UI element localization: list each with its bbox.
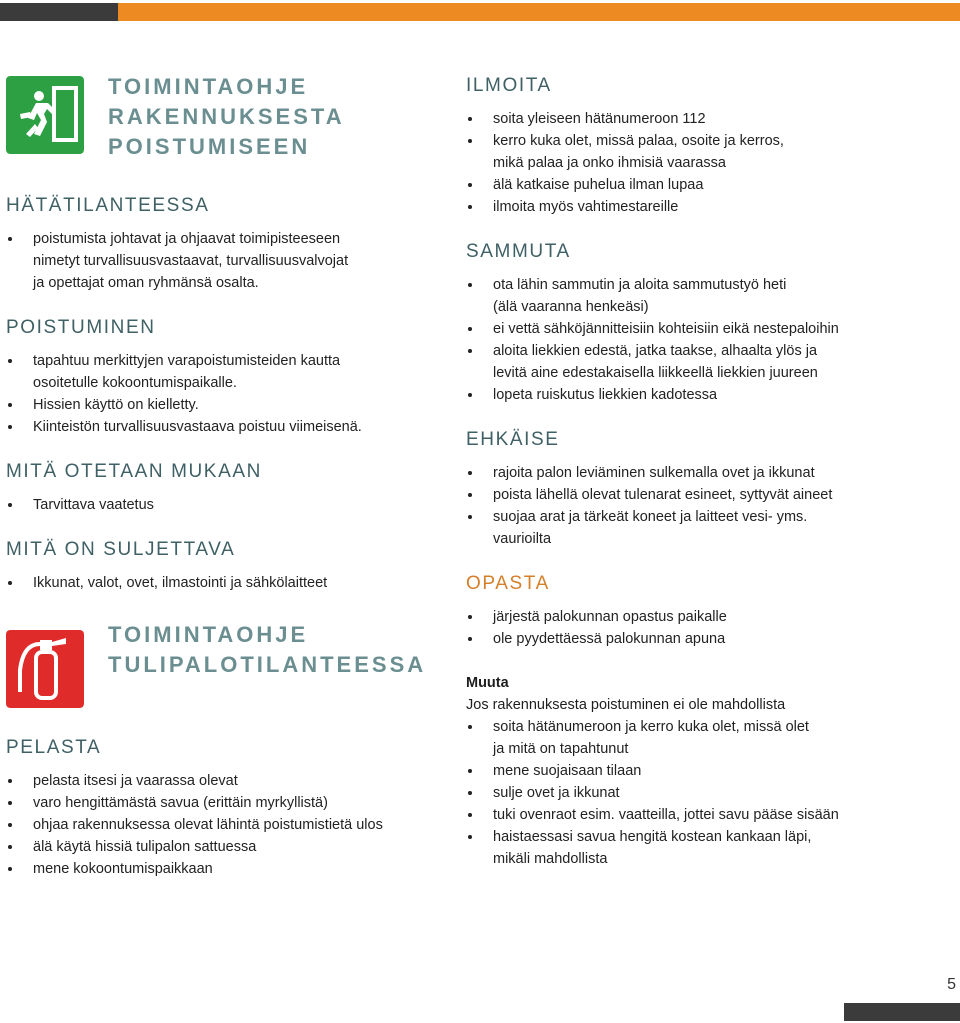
section: [6, 538, 446, 594]
section-heading: ILMOITA: [466, 75, 552, 96]
list-item: [6, 770, 446, 792]
list-item: [466, 782, 946, 804]
list-item-line: Hissien käyttö on kielletty.: [33, 397, 199, 413]
list-item-line: lopeta ruiskutus liekkien kadotessa: [493, 387, 718, 403]
list-item: [6, 350, 446, 394]
right-sections: [466, 74, 946, 650]
bullet-list: [6, 572, 446, 594]
list-item-line: ja mitä on tapahtunut: [493, 741, 629, 757]
title-line: TULIPALOTILANTEESSA: [108, 652, 427, 677]
list-item-line: ota lähin sammutin ja aloita sammutustyö heti: [493, 277, 787, 293]
list-item-line: älä käytä hissiä tulipalon sattuessa: [33, 839, 257, 855]
list-item: [466, 628, 946, 650]
evacuation-sections: [6, 194, 446, 594]
left-column: [6, 60, 446, 902]
header-bar-dark: [0, 3, 118, 21]
list-item: [6, 836, 446, 858]
list-item-line: Ikkunat, valot, ovet, ilmastointi ja sähkölaitteet: [33, 575, 328, 591]
section-heading: SAMMUTA: [466, 241, 571, 262]
list-item-line: ja opettajat oman ryhmänsä osalta.: [33, 275, 259, 291]
list-item-line: sulje ovet ja ikkunat: [493, 785, 620, 801]
section-heading: MITÄ OTETAAN MUKAAN: [6, 461, 262, 482]
bullet-list: [466, 606, 946, 650]
section-heading: POISTUMINEN: [6, 317, 156, 338]
list-item: [466, 716, 946, 760]
section-heading: PELASTA: [6, 737, 102, 758]
bullet-list: [6, 494, 446, 516]
title-line: TOIMINTAOHJE: [108, 74, 309, 99]
header-bar-orange: [118, 3, 960, 21]
list-item-line: aloita liekkien edestä, jatka taakse, alhaalta ylös ja: [493, 343, 818, 359]
list-item-line: (älä vaaranna henkeäsi): [493, 299, 649, 315]
section-heading: MITÄ ON SULJETTAVA: [6, 539, 236, 560]
list-item: [466, 484, 946, 506]
list-item-line: osoitetulle kokoontumispaikalle.: [33, 375, 237, 391]
list-item-line: järjestä palokunnan opastus paikalle: [493, 609, 727, 625]
bullet-list: [466, 274, 946, 406]
list-item-line: ohjaa rakennuksessa olevat lähintä poistumistietä ulos: [33, 817, 383, 833]
list-item-line: ole pyydettäessä palokunnan apuna: [493, 631, 726, 647]
list-item-line: varo hengittämästä savua (erittäin myrkyllistä): [33, 795, 328, 811]
list-item: [466, 340, 946, 384]
list-item: [466, 760, 946, 782]
section: [466, 240, 946, 406]
list-item: [466, 174, 946, 196]
list-item: [466, 462, 946, 484]
evacuation-title: [108, 72, 345, 162]
footer-bar: [844, 1003, 960, 1021]
list-item: [6, 814, 446, 836]
list-item: [466, 506, 946, 550]
page-number: 5: [947, 976, 956, 993]
list-item: [6, 494, 446, 516]
list-item: [6, 416, 446, 438]
section: [466, 572, 946, 650]
list-item: [6, 228, 446, 294]
list-item-line: levitä aine edestakaisella liikkeellä liekkien juureen: [493, 365, 818, 381]
section: [6, 316, 446, 438]
bullet-list: [6, 350, 446, 438]
section-heading: EHKÄISE: [466, 429, 560, 450]
section: [6, 194, 446, 294]
bullet-list: [466, 462, 946, 550]
list-item: [6, 394, 446, 416]
right-column: [466, 60, 946, 892]
list-item-line: älä katkaise puhelua ilman lupaa: [493, 177, 704, 193]
title-line: POISTUMISEEN: [108, 134, 311, 159]
muuta-intro: Jos rakennuksesta poistuminen ei ole mahdollista: [466, 697, 786, 713]
list-item-line: poistumista johtavat ja ohjaavat toimipisteeseen: [33, 231, 341, 247]
list-item: [466, 826, 946, 870]
list-item: [466, 108, 946, 130]
list-item: [6, 858, 446, 880]
list-item-line: Kiinteistön turvallisuusvastaava poistuu viimeisenä.: [33, 419, 362, 435]
list-item-line: Tarvittava vaatetus: [33, 497, 154, 513]
section: [6, 736, 446, 880]
fire-sections: [6, 736, 446, 880]
list-item-line: ei vettä sähköjännitteisiin kohteisiin eikä nestepaloihin: [493, 321, 839, 337]
list-item-line: mikä palaa ja onko ihmisiä vaarassa: [493, 155, 726, 171]
list-item: [466, 274, 946, 318]
section: [466, 74, 946, 218]
list-item-line: soita hätänumeroon ja kerro kuka olet, missä olet: [493, 719, 809, 735]
list-item: [466, 196, 946, 218]
list-item: [466, 606, 946, 628]
list-item-line: soita yleiseen hätänumeroon 112: [493, 111, 706, 127]
list-item-line: poista lähellä olevat tulenarat esineet, syttyvät aineet: [493, 487, 833, 503]
section: [6, 460, 446, 516]
list-item-line: nimetyt turvallisuusvastaavat, turvallisuusvalvojat: [33, 253, 349, 269]
list-item-line: vaurioilta: [493, 531, 552, 547]
list-item: [6, 572, 446, 594]
muuta-list: [466, 716, 946, 870]
title-line: RAKENNUKSESTA: [108, 104, 345, 129]
list-item-line: tuki ovenraot esim. vaatteilla, jottei savu pääse sisään: [493, 807, 839, 823]
bullet-list: [466, 108, 946, 218]
list-item: [466, 384, 946, 406]
list-item-line: tapahtuu merkittyjen varapoistumisteiden kautta: [33, 353, 341, 369]
list-item-line: pelasta itsesi ja vaarassa olevat: [33, 773, 238, 789]
list-item-line: mene kokoontumispaikkaan: [33, 861, 213, 877]
section: [466, 428, 946, 550]
list-item-line: rajoita palon leviäminen sulkemalla ovet ja ikkunat: [493, 465, 815, 481]
emergency-exit-icon: [6, 76, 84, 154]
list-item: [466, 130, 946, 174]
list-item-line: haistaessasi savua hengitä kostean kankaan läpi,: [493, 829, 812, 845]
section-heading: OPASTA: [466, 573, 550, 594]
list-item: [466, 804, 946, 826]
list-item-line: ilmoita myös vahtimestareille: [493, 199, 679, 215]
bullet-list: [6, 770, 446, 880]
title-line: TOIMINTAOHJE: [108, 622, 309, 647]
evacuation-header: [6, 60, 446, 178]
muuta-section: [466, 672, 946, 870]
section-heading: HÄTÄTILANTEESSA: [6, 195, 210, 216]
list-item-line: suojaa arat ja tärkeät koneet ja laitteet vesi- yms.: [493, 509, 808, 525]
list-item-line: mene suojaisaan tilaan: [493, 763, 642, 779]
fire-title: [108, 620, 426, 680]
muuta-title: Muuta: [466, 675, 509, 691]
list-item-line: kerro kuka olet, missä palaa, osoite ja kerros,: [493, 133, 784, 149]
fire-extinguisher-icon: [6, 630, 84, 708]
list-item-line: mikäli mahdollista: [493, 851, 608, 867]
fire-header: [6, 620, 446, 730]
list-item: [466, 318, 946, 340]
list-item: [6, 792, 446, 814]
bullet-list: [6, 228, 446, 294]
